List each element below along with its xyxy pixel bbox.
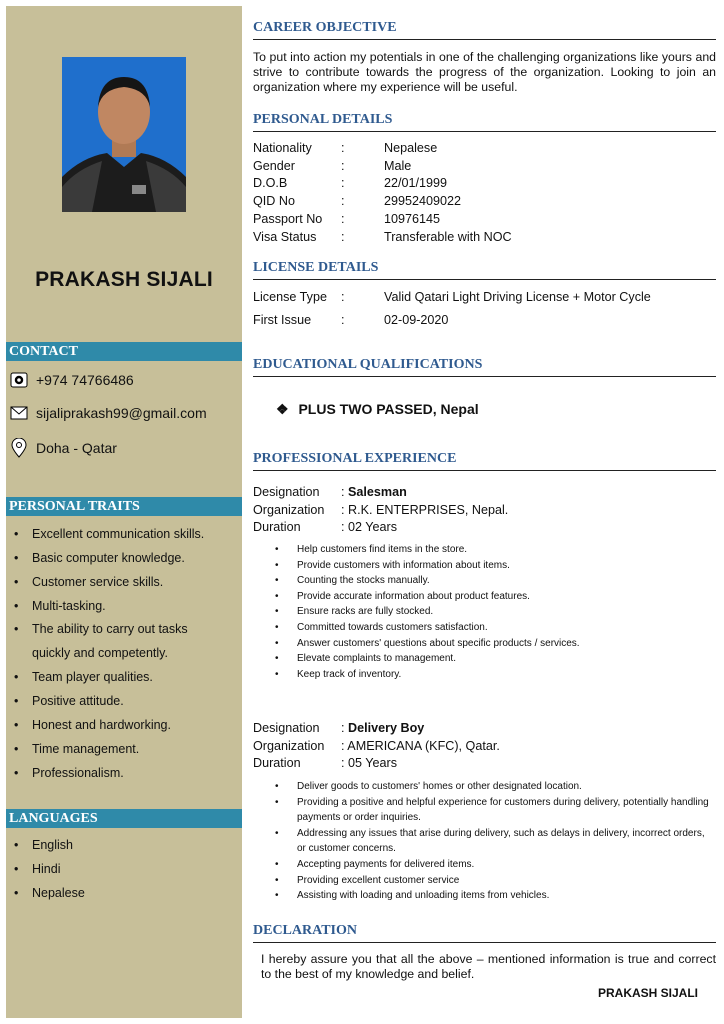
detail-value: 29952409022 xyxy=(384,194,462,208)
detail-value: Transferable with NOC xyxy=(384,230,512,244)
designation-value: : Delivery Boy xyxy=(341,721,425,735)
trait-item: • Honest and hardworking. xyxy=(14,713,217,737)
contact-email xyxy=(10,405,207,421)
organization-value: : AMERICANA (KFC), Qatar. xyxy=(341,739,500,753)
duty-item: • Committed towards customers satisfaction. xyxy=(275,620,715,636)
trait-item: • Team player qualities. xyxy=(14,665,217,689)
detail-label: Gender xyxy=(253,159,296,173)
language-item: • Nepalese xyxy=(14,881,85,905)
languages-heading: LANGUAGES xyxy=(6,809,242,828)
career-objective-text: To put into action my potentials in one of the challenging organizations like yours and strive to contribute towards the progress of the organization. Looking to join an organization where my experience will be useful. xyxy=(253,50,716,94)
organization-label: Organization xyxy=(253,739,325,753)
trait-item: • Time management. xyxy=(14,737,217,761)
trait-item: • Positive attitude. xyxy=(14,689,217,713)
duty-item: • Provide customers with information about items. xyxy=(275,558,715,574)
duty-item: • Help customers find items in the store. xyxy=(275,542,715,558)
trait-item: • Professionalism. xyxy=(14,761,217,785)
contact-phone xyxy=(10,372,134,388)
location-pin-icon xyxy=(10,438,28,458)
duration-label: Duration xyxy=(253,520,301,534)
phone-icon xyxy=(10,372,28,388)
phone-number: +974 74766486 xyxy=(36,372,134,388)
education-text: PLUS TWO PASSED, Nepal xyxy=(298,401,479,417)
duration-value: : 02 Years xyxy=(341,520,398,534)
language-item: • Hindi xyxy=(14,857,85,881)
detail-label: Visa Status xyxy=(253,230,317,244)
job-duties-list xyxy=(275,779,715,904)
detail-value: Male xyxy=(384,159,412,173)
education-item xyxy=(276,401,479,418)
duty-item: • Keep track of inventory. xyxy=(275,667,715,683)
detail-label: Nationality xyxy=(253,141,312,155)
profile-photo xyxy=(62,57,186,212)
job-duties-list xyxy=(275,542,715,682)
personal-details-heading: PERSONAL DETAILS xyxy=(253,112,716,132)
detail-label: First Issue xyxy=(253,313,312,327)
trait-item: • Basic computer knowledge. xyxy=(14,546,217,570)
duty-item: • Ensure racks are fully stocked. xyxy=(275,604,715,620)
trait-item: • Multi-tasking. xyxy=(14,594,217,618)
duration-value: : 05 Years xyxy=(341,756,398,770)
detail-value: 22/01/1999 xyxy=(384,176,448,190)
duty-item: • Answer customers' questions about specific products / services. xyxy=(275,636,715,652)
duty-item: • Providing a positive and helpful experience for customers during delivery, potentially handling payments or order inquiries. xyxy=(275,795,715,826)
detail-value: Valid Qatari Light Driving License + Motor Cycle xyxy=(384,290,651,304)
email-address: sijaliprakash99@gmail.com xyxy=(36,405,207,421)
designation-value: : Salesman xyxy=(341,485,407,499)
organization-value: : R.K. ENTERPRISES, Nepal. xyxy=(341,503,509,517)
detail-value: 02-09-2020 xyxy=(384,313,449,327)
detail-value: 10976145 xyxy=(384,212,441,226)
duty-item: • Provide accurate information about product features. xyxy=(275,589,715,605)
candidate-name: PRAKASH SIJALI xyxy=(35,268,213,291)
personal-traits-heading: PERSONAL TRAITS xyxy=(6,497,242,516)
declaration-text: I hereby assure you that all the above – mentioned information is true and correct to the best of my knowledge and belief. xyxy=(261,952,716,981)
contact-heading: CONTACT xyxy=(6,342,242,361)
designation-label: Designation xyxy=(253,721,320,735)
duty-item: • Accepting payments for delivered items. xyxy=(275,857,715,873)
trait-item: • Customer service skills. xyxy=(14,570,217,594)
detail-value: Nepalese xyxy=(384,141,438,155)
experience-heading: PROFESSIONAL EXPERIENCE xyxy=(253,451,716,471)
detail-label: D.O.B xyxy=(253,176,288,190)
duty-item: • Counting the stocks manually. xyxy=(275,573,715,589)
license-details-heading: LICENSE DETAILS xyxy=(253,260,716,280)
duty-item: • Elevate complaints to management. xyxy=(275,651,715,667)
trait-item: • Excellent communication skills. xyxy=(14,522,217,546)
personal-traits-list xyxy=(14,522,217,785)
detail-label: QID No xyxy=(253,194,295,208)
duty-item: • Providing excellent customer service xyxy=(275,873,715,889)
duty-item: • Assisting with loading and unloading items from vehicles. xyxy=(275,888,715,904)
declaration-heading: DECLARATION xyxy=(253,923,716,943)
designation-text: Delivery Boy xyxy=(348,721,425,735)
languages-list xyxy=(14,833,85,905)
contact-location xyxy=(10,438,117,458)
education-heading: EDUCATIONAL QUALIFICATIONS xyxy=(253,357,716,377)
diamond-bullet-icon: ❖ xyxy=(276,401,289,417)
detail-label: License Type xyxy=(253,290,327,304)
designation-label: Designation xyxy=(253,485,320,499)
envelope-icon xyxy=(10,406,28,420)
duty-item: • Deliver goods to customers' homes or other designated location. xyxy=(275,779,715,795)
designation-text: Salesman xyxy=(348,485,407,499)
trait-item: • The ability to carry out tasks quickly and competently. xyxy=(14,618,217,665)
location-text: Doha - Qatar xyxy=(36,440,117,456)
signature-name: PRAKASH SIJALI xyxy=(597,986,698,1000)
organization-label: Organization xyxy=(253,503,325,517)
detail-label: Passport No xyxy=(253,212,323,226)
duty-item: • Addressing any issues that arise during delivery, such as delays in delivery, incorrect orders, or customer concerns. xyxy=(275,826,715,857)
language-item: • English xyxy=(14,833,85,857)
duration-label: Duration xyxy=(253,756,301,770)
career-objective-heading: CAREER OBJECTIVE xyxy=(253,20,716,40)
